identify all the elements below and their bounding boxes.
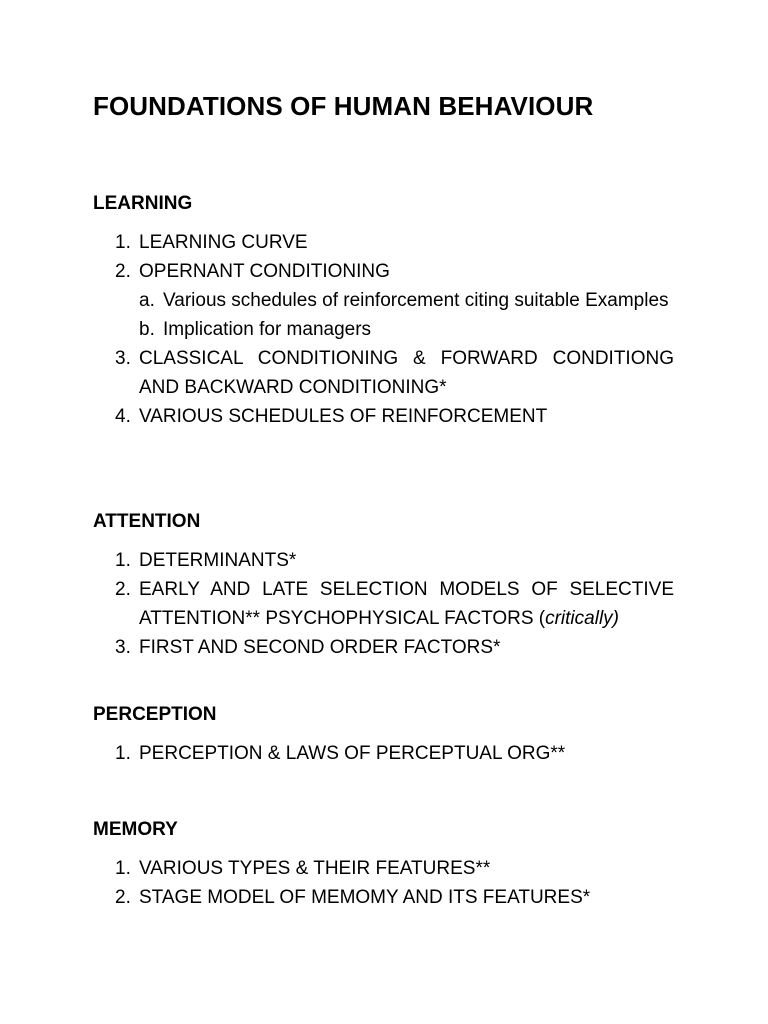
list-item-text: VARIOUS TYPES & THEIR FEATURES** — [139, 858, 491, 879]
attention-list — [93, 546, 674, 662]
sub-list-item — [93, 286, 674, 315]
list-item-number: 3. — [115, 348, 131, 369]
section-heading-perception: PERCEPTION — [93, 704, 217, 725]
list-item-number: 1. — [115, 550, 131, 571]
list-item-number: 3. — [115, 637, 131, 658]
list-item-number: 2. — [115, 579, 131, 600]
list-item-text: VARIOUS SCHEDULES OF REINFORCEMENT — [139, 406, 548, 427]
learning-list — [93, 228, 674, 431]
list-item-text: PERCEPTION & LAWS OF PERCEPTUAL ORG** — [139, 743, 566, 764]
list-item-text: OPERNANT CONDITIONING — [139, 261, 390, 282]
list-item-number: 1. — [115, 858, 131, 879]
list-item-number: 4. — [115, 406, 131, 427]
list-item-text: STAGE MODEL OF MEMOMY AND ITS FEATURES* — [139, 887, 591, 908]
list-item-italic-text: critically) — [545, 608, 619, 629]
list-item — [93, 257, 674, 286]
sub-list-item-text: Various schedules of reinforcement citing suitable Examples — [163, 290, 669, 311]
sub-list-item-text: Implication for managers — [163, 319, 372, 340]
list-item-text: FIRST AND SECOND ORDER FACTORS* — [139, 637, 501, 658]
list-item-number: 1. — [115, 743, 131, 764]
list-item — [93, 883, 674, 912]
section-heading-memory: MEMORY — [93, 819, 178, 840]
section-heading-learning: LEARNING — [93, 193, 193, 214]
list-item-number: 2. — [115, 887, 131, 908]
section-heading-attention: ATTENTION — [93, 511, 201, 532]
list-item — [93, 402, 674, 431]
list-item-text: LEARNING CURVE — [139, 232, 308, 253]
sub-list-item-letter: a. — [139, 290, 155, 311]
list-item — [93, 739, 674, 768]
list-item-text: EARLY AND LATE SELECTION MODELS OF SELECTIVE ATTENTION** PSYCHOPHYSICAL FACTORS ( — [139, 579, 674, 629]
list-item — [93, 546, 674, 575]
page-title: FOUNDATIONS OF HUMAN BEHAVIOUR — [93, 91, 594, 121]
list-item — [93, 575, 674, 633]
perception-list — [93, 739, 674, 768]
sub-list-item — [93, 315, 674, 344]
sub-list-item-letter: b. — [139, 319, 155, 340]
list-item-number: 1. — [115, 232, 131, 253]
list-item — [93, 228, 674, 257]
list-item — [93, 854, 674, 883]
list-item — [93, 344, 674, 402]
list-item-text: CLASSICAL CONDITIONING & FORWARD CONDITIONG AND BACKWARD CONDITIONING* — [139, 348, 674, 398]
list-item-text: DETERMINANTS* — [139, 550, 297, 571]
list-item-number: 2. — [115, 261, 131, 282]
list-item — [93, 633, 674, 662]
memory-list — [93, 854, 674, 912]
